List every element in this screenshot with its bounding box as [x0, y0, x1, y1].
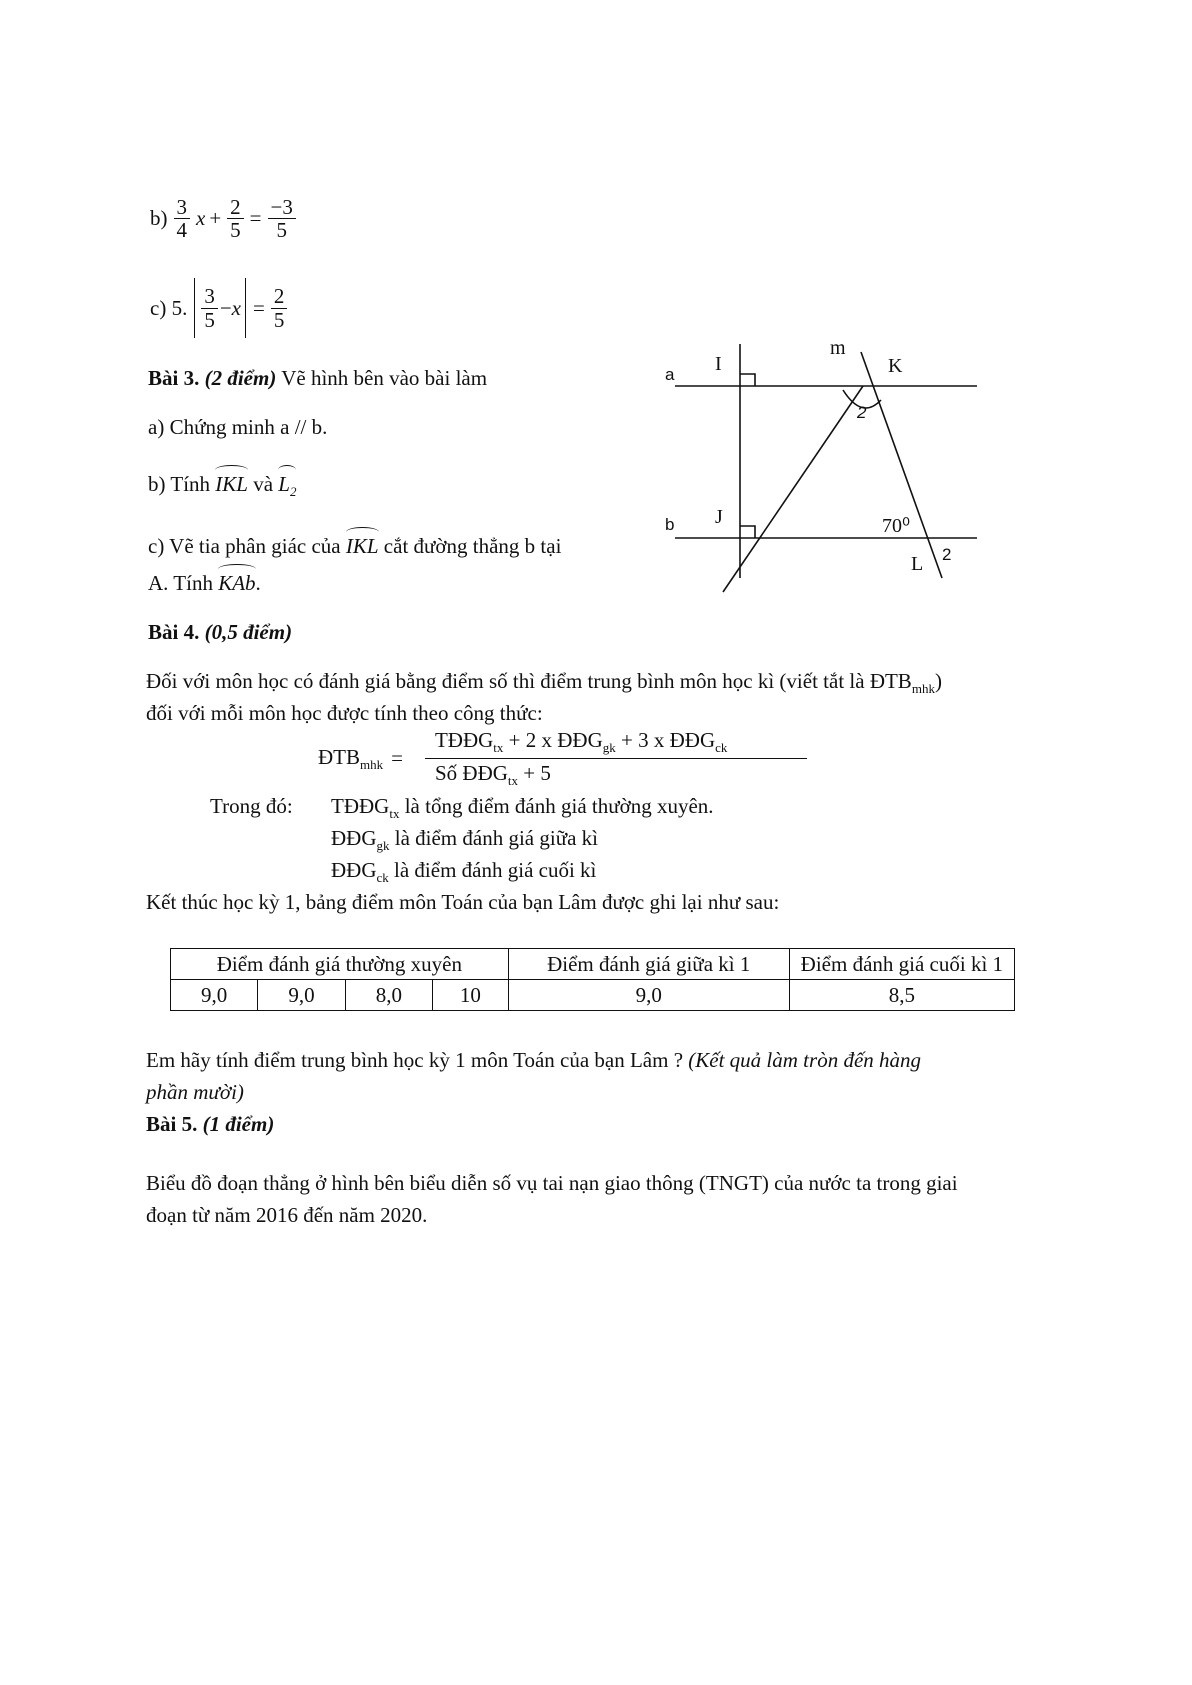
where-label: Trong đó:: [210, 794, 293, 818]
label-L: L: [911, 553, 924, 575]
table-header-row: Điểm đánh giá thường xuyên Điểm đánh giá giữa kì 1 Điểm đánh giá cuối kì 1: [171, 949, 1015, 980]
formula-numerator: $TĐĐG_{tx} + 2$ x $ĐĐG_{gk} + 3$ x $ĐĐG_{ck}$: [425, 728, 807, 759]
label-a: a: [665, 365, 675, 384]
bai5-heading: Bài 5. (1 điểm): [146, 1112, 275, 1136]
bai5-para2: đoạn từ năm 2016 đến năm 2020.: [146, 1203, 428, 1227]
label-angle-70: 70⁰: [882, 515, 911, 537]
bai3-part-c-2: A. Tính KAb.: [148, 571, 261, 595]
absolute-value: $\frac{3}{5}$ − x: [194, 278, 246, 338]
where-item-tx: $TĐĐG_{tx}$ là tổng điểm đánh giá thường xuyên.: [331, 794, 714, 822]
bai3-part-b: b) Tính IKL và $L_2$: [148, 472, 297, 500]
right-angle-I: [740, 374, 755, 386]
right-angle-J: [740, 526, 755, 538]
bai4-para2: đối với mỗi môn học được tính theo công thức:: [146, 701, 543, 725]
table-row: 9,0 9,0 8,0 10 9,0 8,5: [171, 980, 1015, 1011]
label-2-bottom: 2: [942, 545, 952, 564]
where-item-gk: $ĐĐG_{gk}$ là điểm đánh giá giữa kì: [331, 826, 598, 854]
bai4-question: Em hãy tính điểm trung bình học kỳ 1 môn Toán của bạn Lâm ? (Kết quả làm tròn đến hàng: [146, 1048, 922, 1072]
line-KL2: [723, 386, 863, 592]
bai3-heading: Bài 3. (2 điểm) Vẽ hình bên vào bài làm: [148, 366, 488, 390]
equation-b-label: b): [150, 206, 168, 231]
where-item-ck: $ĐĐG_{ck}$ là điểm đánh giá cuối kì: [331, 858, 597, 886]
label-b: b: [665, 515, 675, 534]
geometry-figure: [655, 330, 995, 600]
bai4-para1: Đối với môn học có đánh giá bằng điểm số thì điểm trung bình môn học kì (viết tắt là $ĐTB_{mhk}$): [146, 669, 942, 697]
label-m: m: [830, 337, 846, 359]
bai5-para1: Biểu đồ đoạn thẳng ở hình bên biểu diễn số vụ tai nạn giao thông (TNGT) của nước ta trong giai: [146, 1171, 958, 1195]
average-formula: $ĐTB_{mhk}$ = $\frac{TĐĐG_{tx} + 2 x ĐĐG_{gk} + 3 x ĐĐG_{ck}}{Số ĐĐG_{tx} + 5}$: [318, 728, 807, 789]
equation-c-label: c) 5.: [150, 295, 188, 320]
fraction-neg3-5: $\frac{-3}{5}$: [268, 196, 296, 241]
bai4-question-note: phần mười): [146, 1080, 244, 1104]
label-I: I: [715, 353, 722, 375]
label-K: K: [888, 355, 903, 377]
score-table: [170, 948, 1015, 1011]
bai4-heading: Bài 4. (0,5 điểm): [148, 620, 293, 644]
formula-denominator: Số $ĐĐG_{tx} + 5$: [434, 761, 551, 789]
bai3-part-c: c) Vẽ tia phân giác của IKL cắt đường thẳng b tại: [148, 534, 562, 558]
bai3-part-a: a) Chứng minh a // b.: [148, 415, 328, 439]
equation-b: b) $\frac{3}{4}$ x + $\frac{2}{5}$ = $\frac{-3}{5}$: [150, 196, 298, 241]
fraction-2-5: $\frac{2}{5}$: [227, 196, 244, 241]
equation-c: c) 5. $\frac{3}{5}$ − x = $\frac{2}{5}$: [150, 278, 289, 338]
label-J: J: [715, 506, 723, 528]
label-2-top: 2: [857, 403, 867, 422]
table-intro: Kết thúc học kỳ 1, bảng điểm môn Toán của bạn Lâm được ghi lại như sau:: [146, 890, 780, 914]
fraction-3-4: $\frac{3}{4}$: [174, 196, 191, 241]
